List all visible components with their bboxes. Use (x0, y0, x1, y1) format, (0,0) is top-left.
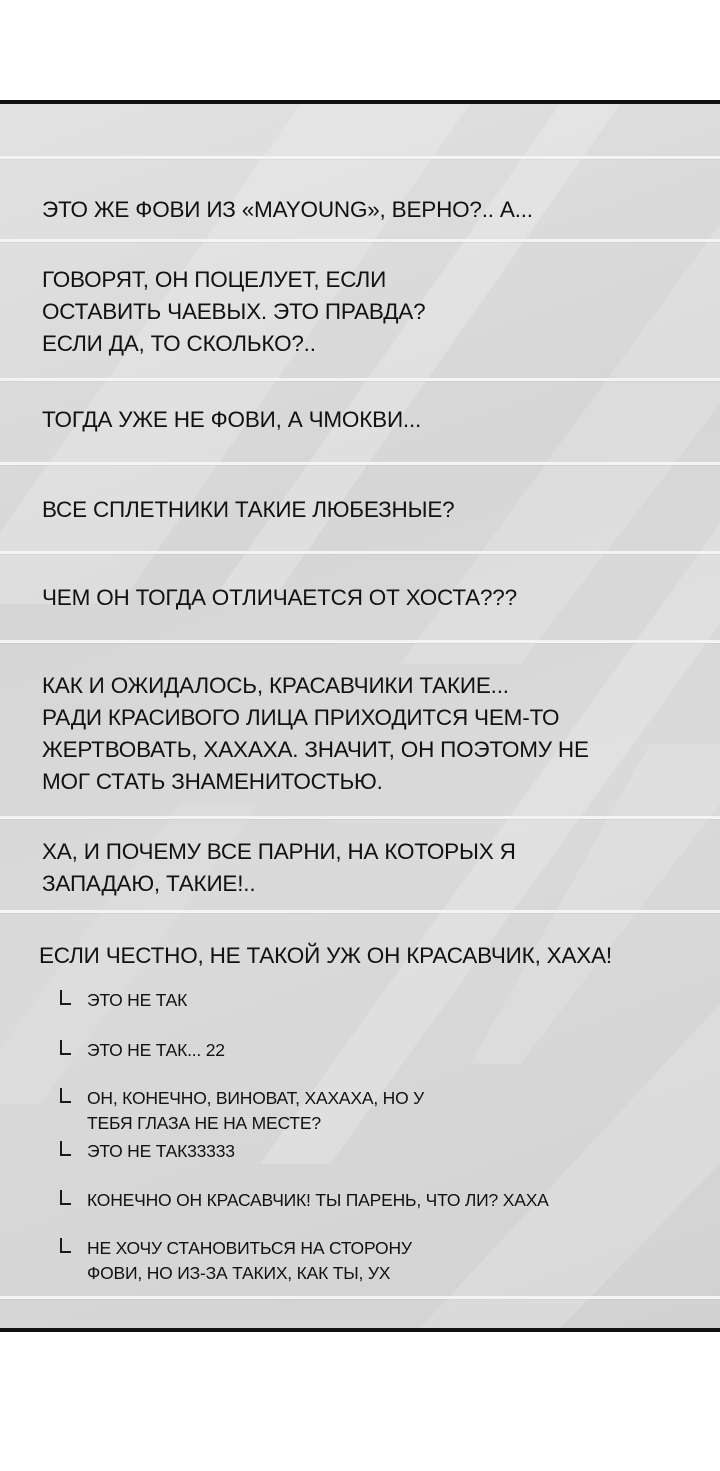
reply-text: ОН, КОНЕЧНО, ВИНОВАТ, ХАХАХА, НО У ТЕБЯ ГЛАЗА НЕ НА МЕСТЕ? (87, 1088, 425, 1133)
divider (0, 239, 720, 242)
reply-arrow-icon (60, 1190, 71, 1205)
divider (0, 156, 720, 159)
divider (0, 1296, 720, 1299)
comment-text: ВСЕ СПЛЕТНИКИ ТАКИЕ ЛЮБЕЗНЫЕ? (42, 497, 455, 522)
comment-text: ЕСЛИ ЧЕСТНО, НЕ ТАКОЙ УЖ ОН КРАСАВЧИК, ХАХА! (39, 943, 612, 968)
reply-arrow-icon (60, 1040, 71, 1055)
comment-text: ХА, И ПОЧЕМУ ВСЕ ПАРНИ, НА КОТОРЫХ Я ЗАПАДАЮ, ТАКИЕ!.. (42, 839, 516, 896)
reply-arrow-icon (60, 1088, 71, 1103)
comment-text: ГОВОРЯТ, ОН ПОЦЕЛУЕТ, ЕСЛИ ОСТАВИТЬ ЧАЕВЫХ. ЭТО ПРАВДА? ЕСЛИ ДА, ТО СКОЛЬКО?.. (42, 267, 426, 356)
divider (0, 640, 720, 643)
comment-text: ЭТО ЖЕ ФОВИ ИЗ «MAYOUNG», ВЕРНО?.. А... (42, 197, 533, 222)
reply-arrow-icon (60, 990, 71, 1005)
comment-text: ТОГДА УЖЕ НЕ ФОВИ, А ЧМОКВИ... (42, 407, 422, 432)
comment-text: ЧЕМ ОН ТОГДА ОТЛИЧАЕТСЯ ОТ ХОСТА??? (42, 585, 517, 610)
divider (0, 378, 720, 381)
comment-text: КАК И ОЖИДАЛОСЬ, КРАСАВЧИКИ ТАКИЕ... РАДИ КРАСИВОГО ЛИЦА ПРИХОДИТСЯ ЧЕМ-ТО ЖЕРТВОВАТЬ, ХАХАХА. ЗНАЧИТ, ОН ПОЭТОМУ НЕ МОГ СТАТЬ ЗНАМЕНИТОСТЬЮ. (42, 673, 589, 794)
reply-text: ЭТО НЕ ТАК33333 (87, 1141, 235, 1161)
reply-text: ЭТО НЕ ТАК... 22 (87, 1040, 225, 1060)
divider (0, 551, 720, 554)
divider (0, 816, 720, 819)
reply-text: НЕ ХОЧУ СТАНОВИТЬСЯ НА СТОРОНУ ФОВИ, НО ИЗ-ЗА ТАКИХ, КАК ТЫ, УХ (87, 1238, 412, 1283)
divider (0, 910, 720, 913)
reply-arrow-icon (60, 1238, 71, 1253)
reply-arrow-icon (60, 1141, 71, 1156)
divider (0, 462, 720, 465)
comments-panel (0, 100, 720, 1332)
reply-text: КОНЕЧНО ОН КРАСАВЧИК! ТЫ ПАРЕНЬ, ЧТО ЛИ? ХАХА (87, 1190, 549, 1210)
reply-text: ЭТО НЕ ТАК (87, 990, 188, 1010)
